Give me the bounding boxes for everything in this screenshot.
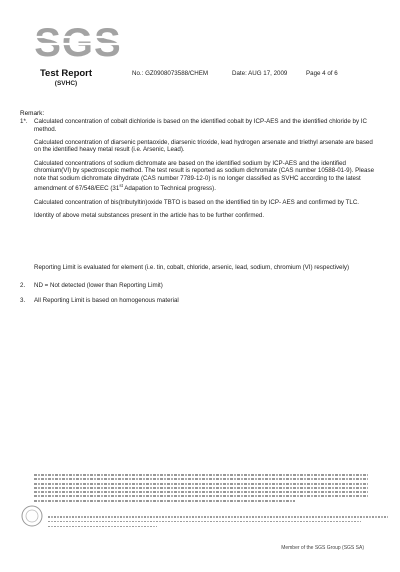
paragraph-arsenic: Calculated concentration of diarsenic pentaoxide, diarsenic trioxide, lead hydrogen arsenate and triethyl arsenate are based on the identified heavy metal result (i.e. Arsenic, Lead). xyxy=(34,138,373,154)
nd-note: ND = Not detected (lower than Reporting Limit) xyxy=(34,282,163,289)
paragraph-identity: Identity of above metal substances present in the article has to be further confirmed. xyxy=(34,211,265,219)
item-number: 3. xyxy=(20,297,26,304)
paragraph-dichromate: Calculated concentrations of sodium dichromate are based on the identified sodium by ICP-AES and the identified chromium(VI) by spectroscopic method. The test result is reported as sodium dichromate (CAS number 10588-01-9). Please note that sodium dichromate dihydrate (CAS number 7789-12-0) is no longer classified as SVHC according to the latest amendment of 67/548/EEC (31st Adapation to Technical progress). xyxy=(34,159,375,193)
remark-item-3 xyxy=(20,297,380,305)
page-number: Page 4 of 6 xyxy=(306,70,338,77)
remark-item-1 xyxy=(20,118,380,225)
paragraph-cobalt: Calculated concentration of cobalt dichloride is based on the identified cobalt by ICP-AES and the identified chloride by IC method. xyxy=(34,118,367,133)
report-title: Test Report xyxy=(39,68,93,79)
footer-legal-text xyxy=(34,474,368,504)
reporting-limit-note: Reporting Limit is evaluated for element (i.e. tin, cobalt, chloride, arsenic, lead, sodium, chromium (VI) respectively) xyxy=(34,264,350,271)
sgs-logo-text: SGS xyxy=(34,21,122,64)
item-number: 1*. xyxy=(20,118,28,125)
footer-address xyxy=(48,516,388,536)
report-subtitle: (SVHC) xyxy=(54,80,78,87)
sgs-logo xyxy=(34,20,122,64)
homogenous-note: All Reporting Limit is based on homogenous material xyxy=(34,297,179,304)
remark-item-2 xyxy=(20,282,380,290)
paragraph-tbto: Calculated concentration of bis(tributyltin)oxide TBTO is based on the identified tin by ICP- AES and confirmed by TLC. xyxy=(34,198,360,206)
item-number: 2. xyxy=(20,282,26,289)
sgs-seal-icon xyxy=(20,504,44,528)
remark-heading: Remark: xyxy=(20,110,45,117)
report-date: Date: AUG 17, 2009 xyxy=(232,70,288,77)
member-of-sgs: Member of the SGS Group (SGS SA) xyxy=(281,545,364,551)
report-number: No.: GZ0908073588/CHEM xyxy=(132,70,209,77)
